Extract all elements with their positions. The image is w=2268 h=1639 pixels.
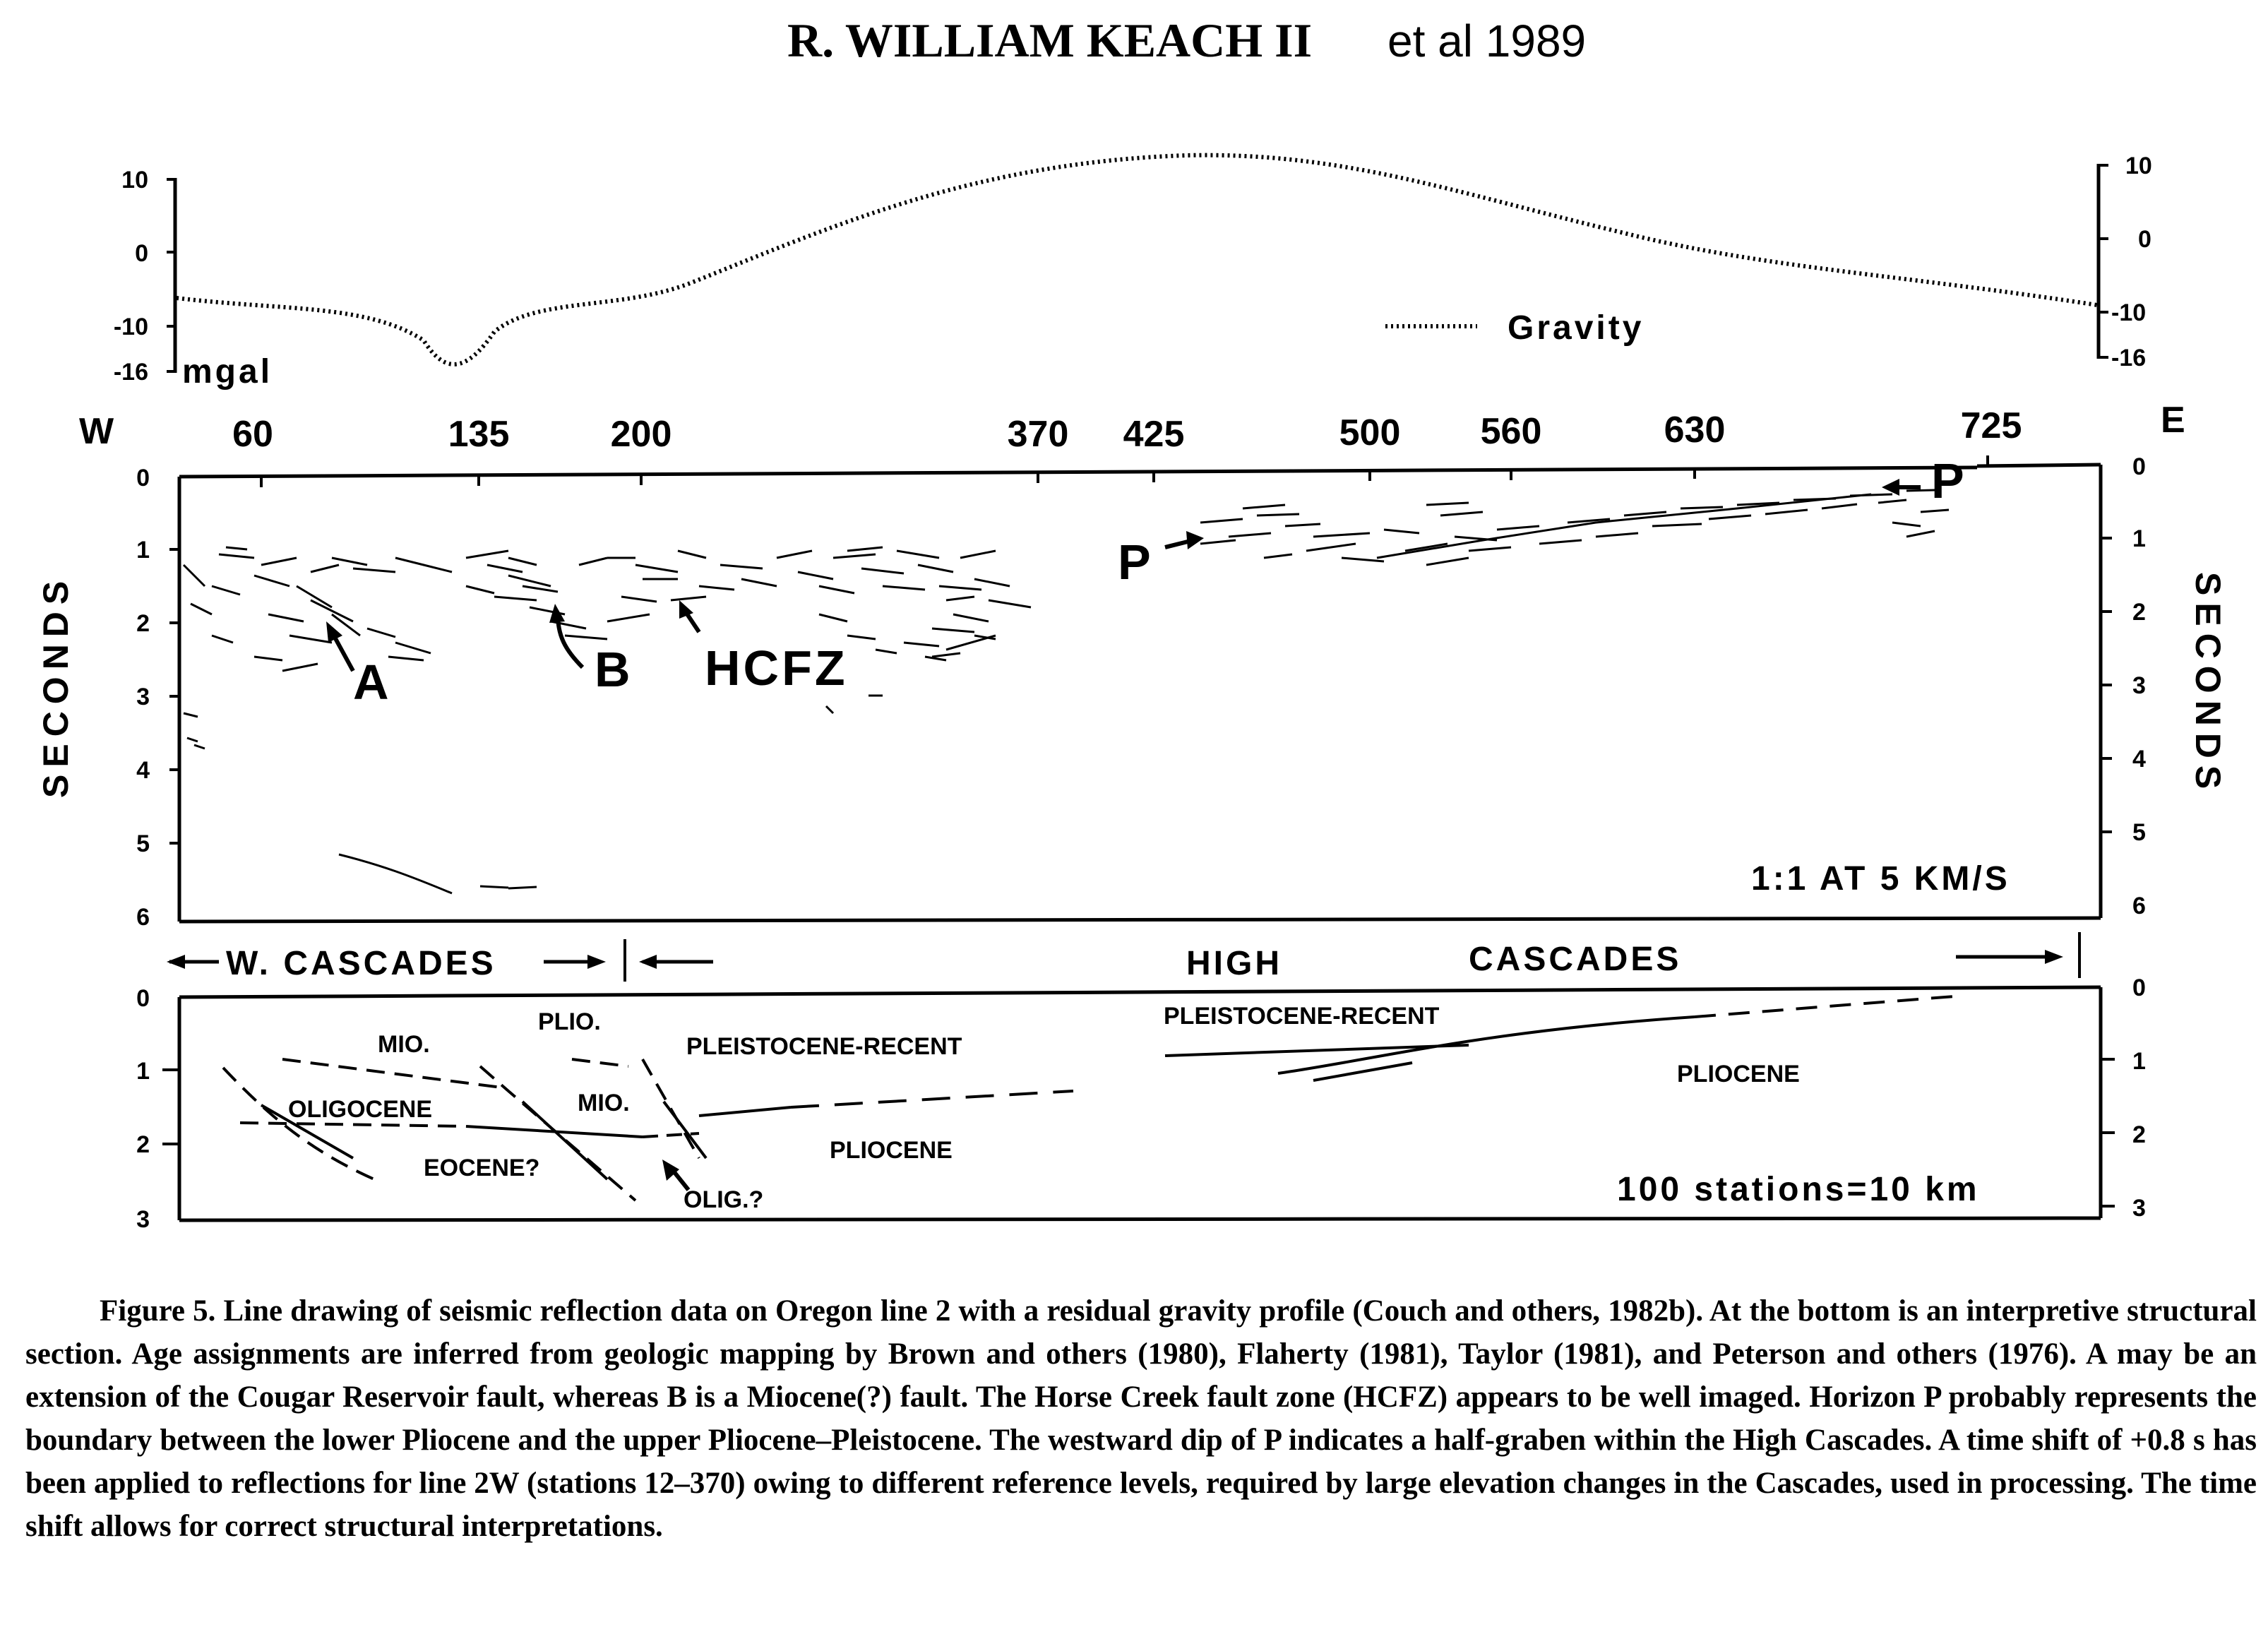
time-right-3: 3 — [2132, 672, 2146, 699]
reflections-west — [184, 490, 1949, 893]
time-left-3: 3 — [136, 684, 150, 710]
gravity-profile — [177, 155, 2097, 364]
time-right-4: 4 — [2132, 746, 2146, 773]
fault-a-label: A — [353, 655, 392, 710]
section-right-0: 0 — [2132, 975, 2146, 1001]
gravity-legend-label: Gravity — [1508, 309, 1645, 347]
section-left-3: 3 — [136, 1206, 150, 1233]
province-cascades: CASCADES — [1469, 941, 1682, 978]
gravity-left-tick-minus16: -16 — [113, 359, 148, 386]
section-scale-note: 100 stations=10 km — [1617, 1171, 1980, 1208]
gravity-right-tick-minus16: -16 — [2111, 345, 2147, 371]
gravity-panel — [114, 153, 2152, 391]
seismic-scale-note: 1:1 AT 5 KM/S — [1751, 860, 2010, 898]
unit-pliocene-left: PLIOCENE — [830, 1137, 953, 1164]
gravity-left-tick-minus10: -10 — [113, 314, 148, 340]
unit-mio-2: MIO. — [578, 1090, 630, 1116]
time-right-2: 2 — [2132, 599, 2146, 626]
time-left-5: 5 — [136, 830, 150, 857]
time-left-1: 1 — [136, 537, 150, 564]
unit-plio: PLIO. — [538, 1008, 601, 1035]
east-label: E — [2161, 400, 2185, 441]
station-tick-200: 200 — [610, 414, 672, 455]
section-left-1: 1 — [136, 1058, 150, 1085]
unit-olig: OLIG.? — [684, 1186, 764, 1213]
seismic-frame — [179, 467, 1977, 477]
hcfz-label: HCFZ — [705, 640, 848, 696]
time-left-0: 0 — [136, 465, 150, 491]
time-left-6: 6 — [136, 904, 150, 931]
time-right-6: 6 — [2132, 893, 2146, 919]
section-panel — [136, 975, 2146, 1233]
unit-mio: MIO. — [378, 1031, 430, 1058]
horizon-p-right-label: P — [1931, 453, 1967, 508]
seismic-panel — [36, 400, 2228, 931]
fault-b-label: B — [595, 642, 633, 697]
gravity-left-tick-0: 0 — [135, 240, 148, 267]
section-left-2: 2 — [136, 1131, 150, 1158]
author-name: R. WILLIAM KEACH II — [787, 13, 1313, 67]
unit-eocene: EOCENE? — [424, 1155, 540, 1181]
horizon-p-left-label: P — [1118, 535, 1154, 590]
time-right-5: 5 — [2132, 819, 2146, 846]
fault-arrowheads — [326, 479, 1899, 643]
axis-title-left: SECONDS — [36, 573, 76, 798]
station-tick-725: 725 — [1960, 405, 2022, 446]
station-tick-370: 370 — [1007, 414, 1069, 455]
axis-title-right: SECONDS — [2188, 572, 2228, 797]
station-tick-135: 135 — [448, 414, 510, 455]
gravity-right-tick-0: 0 — [2138, 226, 2151, 253]
station-tick-630: 630 — [1664, 410, 1726, 451]
province-high: HIGH — [1186, 945, 1282, 982]
section-right-1: 1 — [2132, 1048, 2146, 1075]
station-tick-560: 560 — [1480, 411, 1542, 452]
station-tick-500: 500 — [1339, 412, 1401, 453]
unit-pleistocene-right: PLEISTOCENE-RECENT — [1164, 1003, 1440, 1030]
station-tick-425: 425 — [1123, 414, 1185, 455]
gravity-right-tick-10: 10 — [2125, 153, 2152, 179]
unit-oligocene: OLIGOCENE — [288, 1096, 433, 1123]
gravity-left-tick-10: 10 — [121, 167, 148, 193]
time-left-2: 2 — [136, 610, 150, 637]
province-west-cascades: W. CASCADES — [226, 945, 496, 982]
west-label: W — [79, 411, 114, 452]
section-left-0: 0 — [136, 985, 150, 1012]
author-suffix: et al 1989 — [1387, 16, 1587, 66]
figure-caption: Figure 5. Line drawing of seismic reflection data on Oregon line 2 with a residual gravity profile (Couch and others, 1982b). At the bottom is an interpretive structural section. Age assignments are inferred from geologic mapping by Brown and others (1980), Flaherty (1981), Taylor (1981), and Peterson and others (1976). A may be an extension of the Cougar Reservoir fault, whereas B is a Miocene(?) fault. The Horse Creek fault zone (HCFZ) appears to be well imaged. Horizon P probably represents the boundary between the lower Pliocene and the upper Pliocene–Pleistocene. The westward dip of P indicates a half-graben within the High Cascades. A time shift of +0.8 s has been applied to reflections for line 2W (stations 12–370) owing to different reference levels, required by large elevation changes in the Cascades, used in processing. The time shift allows for correct structural interpretations. — [25, 1294, 2257, 1543]
gravity-unit-label: mgal — [182, 353, 273, 391]
province-bar — [167, 932, 2079, 982]
unit-pliocene-right: PLIOCENE — [1677, 1061, 1800, 1087]
section-right-3: 3 — [2132, 1195, 2146, 1222]
time-right-0: 0 — [2132, 453, 2146, 480]
time-right-1: 1 — [2132, 525, 2146, 552]
gravity-right-tick-minus10: -10 — [2111, 299, 2147, 326]
unit-pleistocene-left: PLEISTOCENE-RECENT — [686, 1033, 962, 1060]
time-left-4: 4 — [136, 757, 150, 784]
section-right-2: 2 — [2132, 1121, 2146, 1148]
station-tick-60: 60 — [232, 414, 273, 455]
